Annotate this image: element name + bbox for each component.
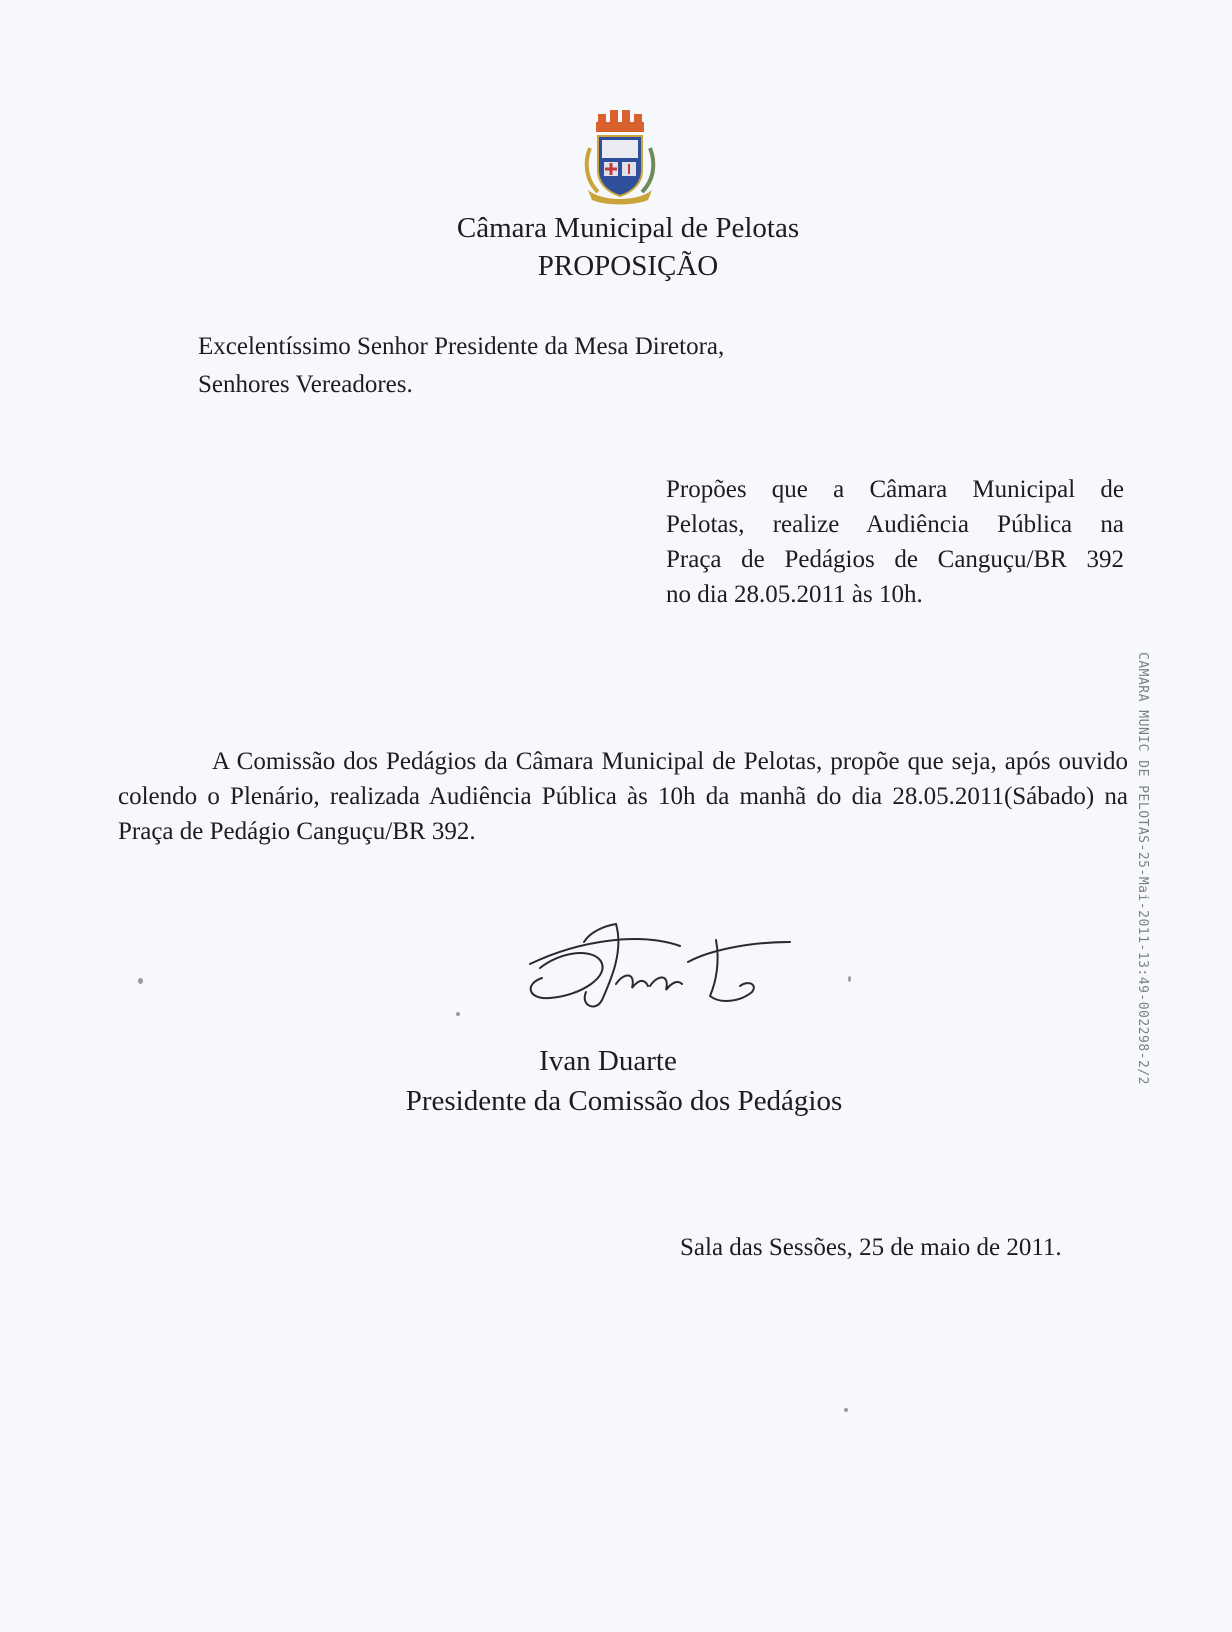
signer-title: Presidente da Comissão dos Pedágios	[405, 1085, 843, 1117]
signer-name: Ivan Duarte	[539, 1045, 677, 1077]
proposal-line: no dia 28.05.2011 às 10h.	[666, 581, 923, 608]
proposal-body-paragraph: A Comissão dos Pedágios da Câmara Municipal de Pelotas, propõe que seja, após ouvido colendo o Plenário, realizada Audiência Pública às 10h da manhã do dia 28.05.2011(Sábado) na Praça de Pedágio Canguçu/BR 392.	[118, 748, 1128, 845]
salutation	[198, 328, 724, 404]
handwritten-signature	[520, 922, 820, 1042]
scan-speck	[844, 1408, 848, 1412]
scan-speck	[848, 976, 851, 982]
proposal-line: Propões que a Câmara Municipal de	[666, 476, 1124, 503]
scan-speck	[456, 1012, 460, 1016]
salutation-line: Senhores Vereadores.	[198, 371, 413, 398]
document-type-title: PROPOSIÇÃO	[537, 250, 719, 282]
proposal-line: Praça de Pedágios de Canguçu/BR 392	[666, 546, 1124, 573]
place-and-date: Sala das Sessões, 25 de maio de 2011.	[680, 1234, 1062, 1261]
protocol-stamp: CAMARA MUNIC DE PELOTAS-25-Mai-2011-13:49-002298-2/2	[1135, 652, 1150, 1085]
coat-of-arms-icon	[582, 108, 658, 206]
salutation-line: Excelentíssimo Senhor Presidente da Mesa Diretora,	[198, 333, 725, 360]
proposal-summary	[666, 472, 1124, 612]
scan-speck	[138, 978, 143, 984]
proposal-line: Pelotas, realize Audiência Pública na	[666, 511, 1124, 538]
institution-name: Câmara Municipal de Pelotas	[456, 212, 800, 244]
